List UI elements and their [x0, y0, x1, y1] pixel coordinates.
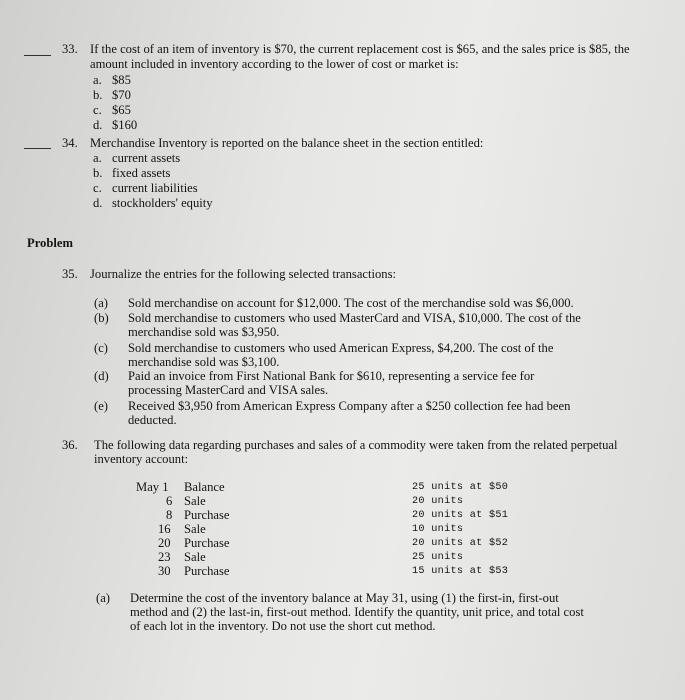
inventory-row-date: 8 — [166, 508, 173, 522]
q36-line2: inventory account: — [94, 452, 189, 466]
inventory-row-detail: 25 units at $50 — [412, 482, 509, 493]
q33-option-text: $85 — [112, 73, 131, 87]
section-heading: Problem — [27, 236, 73, 250]
inventory-row-date: 6 — [166, 494, 173, 508]
q35-item-text: merchandise sold was $3,950. — [128, 325, 280, 339]
inventory-row-date: 23 — [158, 550, 171, 564]
q36-number: 36. — [62, 438, 78, 452]
q34-line1: Merchandise Inventory is reported on the balance sheet in the section entitled: — [90, 136, 484, 150]
q35-title: Journalize the entries for the following selected transactions: — [90, 267, 396, 281]
inventory-row-detail: 20 units at $52 — [412, 538, 509, 549]
q36-part-a-text: of each lot in the inventory. Do not use the short cut method. — [130, 619, 436, 633]
inventory-row-date: 16 — [158, 522, 171, 536]
q33-option-text: $65 — [112, 103, 131, 117]
q33-option-text: $160 — [112, 118, 138, 132]
q36-part-a-label: (a) — [96, 591, 110, 605]
answer-blank-34 — [24, 148, 51, 149]
q36-part-a-text: method and (2) the last-in, first-out method. Identify the quantity, unit price, and total cost — [130, 605, 584, 619]
q33-line2: amount included in inventory according to the lower of cost or market is: — [90, 57, 459, 71]
q35-item-text: Paid an invoice from First National Bank for $610, representing a service fee for — [128, 369, 535, 383]
inventory-row-detail: 10 units — [412, 524, 464, 535]
q34-option-letter: a. — [93, 151, 102, 165]
q34-number: 34. — [62, 136, 78, 150]
q35-number: 35. — [62, 267, 78, 281]
q34-option-text: stockholders' equity — [112, 196, 213, 210]
q35-item-text: Sold merchandise on account for $12,000. The cost of the merchandise sold was $6,000. — [128, 296, 574, 310]
inventory-row-type: Sale — [184, 550, 206, 564]
inventory-row-date: 30 — [158, 564, 171, 578]
inventory-row-detail: 20 units — [412, 496, 464, 507]
q35-item-text: Received $3,950 from American Express Company after a $250 collection fee had been — [128, 399, 571, 413]
q33-number: 33. — [62, 42, 78, 56]
q35-item-text: deducted. — [128, 413, 177, 427]
q35-item-label: (e) — [94, 399, 108, 413]
q35-item-text: merchandise sold was $3,100. — [128, 355, 280, 369]
inventory-row-type: Sale — [184, 522, 206, 536]
inventory-row-detail: 15 units at $53 — [412, 566, 509, 577]
q35-item-text: Sold merchandise to customers who used MasterCard and VISA, $10,000. The cost of the — [128, 311, 581, 325]
q33-option-letter: b. — [93, 88, 103, 102]
answer-blank-33 — [24, 55, 51, 56]
q34-option-text: fixed assets — [112, 166, 171, 180]
q34-option-text: current assets — [112, 151, 181, 165]
inventory-row-type: Purchase — [184, 508, 230, 522]
q36-line1: The following data regarding purchases and sales of a commodity were taken from the related perpetual — [94, 438, 618, 452]
q36-part-a-text: Determine the cost of the inventory balance at May 31, using (1) the first-in, first-out — [130, 591, 559, 605]
q35-item-text: Sold merchandise to customers who used American Express, $4,200. The cost of the — [128, 341, 554, 355]
inventory-row-detail: 25 units — [412, 552, 464, 563]
q35-item-text: processing MasterCard and VISA sales. — [128, 383, 329, 397]
q33-option-letter: d. — [93, 118, 103, 132]
q33-line1: If the cost of an item of inventory is $70, the current replacement cost is $65, and the sales price is $85, the — [90, 42, 630, 56]
q34-option-letter: b. — [93, 166, 103, 180]
q34-option-letter: d. — [93, 196, 103, 210]
q35-item-label: (b) — [94, 311, 109, 325]
inventory-row-date: May 1 — [136, 480, 169, 494]
inventory-row-detail: 20 units at $51 — [412, 510, 509, 521]
inventory-row-type: Purchase — [184, 564, 230, 578]
q34-option-letter: c. — [93, 181, 102, 195]
q34-option-text: current liabilities — [112, 181, 198, 195]
inventory-row-type: Sale — [184, 494, 206, 508]
q33-option-letter: a. — [93, 73, 102, 87]
q35-item-label: (d) — [94, 369, 109, 383]
inventory-row-date: 20 — [158, 536, 171, 550]
q33-option-letter: c. — [93, 103, 102, 117]
q35-item-label: (c) — [94, 341, 108, 355]
q33-option-text: $70 — [112, 88, 131, 102]
q35-item-label: (a) — [94, 296, 108, 310]
inventory-row-type: Purchase — [184, 536, 230, 550]
inventory-row-type: Balance — [184, 480, 225, 494]
